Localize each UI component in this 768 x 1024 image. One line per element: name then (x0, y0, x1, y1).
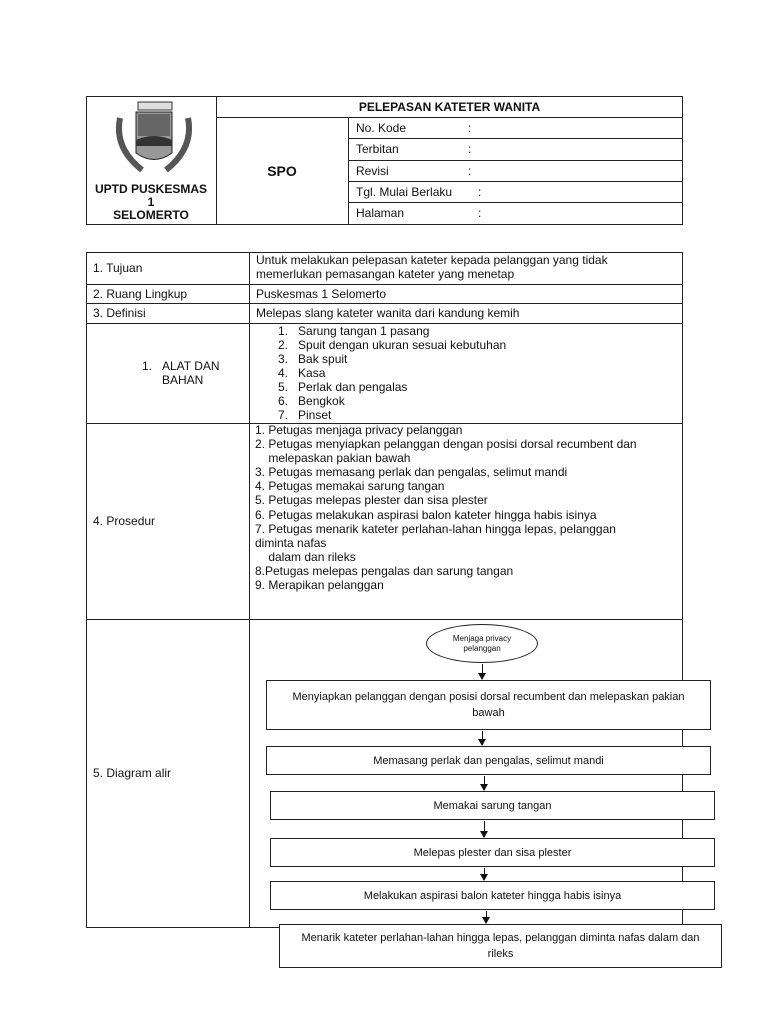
meta-field-label: No. Kode (356, 121, 407, 135)
alat-item: 2. Spuit dengan ukuran sesuai kebutuhan (278, 338, 507, 352)
diagram-label: 5. Diagram alir (93, 766, 172, 780)
prosedur-item: 6. Petugas melakukan aspirasi balon kateter hingga habis isinya (255, 507, 597, 522)
meta-field-row (348, 161, 683, 182)
prosedur-item: melepaskan pakian bawah (255, 451, 411, 466)
flow-step: Menarik kateter perlahan-lahan hingga lepas, pelanggan diminta nafas dalam dan rileks (279, 924, 722, 968)
meta-field-label: Revisi (356, 163, 389, 178)
flow-arrow (484, 868, 485, 880)
prosedur-list (255, 423, 637, 592)
org-name (86, 181, 216, 223)
meta-field-sep: : (468, 163, 472, 178)
meta-field-label: Halaman (356, 206, 405, 221)
flow-start: Menjaga privacy pelanggan (426, 624, 538, 663)
alat-item: 5. Perlak dan pengalas (278, 380, 408, 394)
crest-icon (112, 98, 196, 178)
flow-arrow (482, 731, 483, 745)
alat-item: 7. Pinset (278, 408, 332, 422)
meta-field-sep: : (478, 184, 482, 199)
ruang-value: Puskesmas 1 Selomerto (256, 286, 387, 301)
flow-step: Memakai sarung tangan (270, 791, 715, 820)
meta-field-label: Terbitan (356, 142, 399, 157)
ruang-label: 2. Ruang Lingkup (93, 286, 188, 301)
meta-field-label: Tgl. Mulai Berlaku (356, 184, 453, 199)
tujuan-value: Untuk melakukan pelepasan kateter kepada pelanggan yang tidak memerlukan pemasangan kateter yang menetap (256, 253, 608, 281)
alat-item: 6. Bengkok (278, 394, 345, 408)
meta-field-sep: : (478, 206, 482, 221)
prosedur-item: 4. Petugas memakai sarung tangan (255, 479, 445, 494)
prosedur-item: 7. Petugas menarik kateter perlahan-lahan hingga lepas, pelanggan (255, 521, 616, 536)
prosedur-item: 5. Petugas melepas plester dan sisa plester (255, 493, 488, 508)
meta-field-row (348, 139, 683, 160)
flow-arrow (484, 821, 485, 837)
alat-list (278, 324, 506, 422)
meta-field-sep: : (468, 142, 472, 157)
flow-arrow (482, 664, 483, 679)
org-line: SELOMERTO (113, 207, 189, 222)
org-line: 1 (147, 194, 155, 209)
prosedur-item: 3. Petugas memasang perlak dan pengalas, selimut mandi (255, 465, 568, 480)
prosedur-label: 4. Prosedur (93, 514, 156, 528)
org-line: UPTD PUSKESMAS (94, 181, 207, 196)
flow-step: Memasang perlak dan pengalas, selimut mandi (266, 746, 711, 775)
definisi-value: Melepas slang kateter wanita dari kandung kemih (256, 306, 520, 320)
alat-item: 3. Bak spuit (278, 352, 348, 366)
doc-type: SPO (267, 163, 297, 179)
alat-item: 4. Kasa (278, 366, 326, 380)
flow-step: Menyiapkan pelanggan dengan posisi dorsal recumbent dan melepaskan pakian bawah (266, 680, 711, 730)
prosedur-item: 9. Merapikan pelanggan (255, 578, 384, 593)
meta-field-row (348, 118, 683, 139)
flow-arrow (486, 911, 487, 923)
meta-field-row (348, 182, 683, 203)
doc-title: PELEPASAN KATETER WANITA (216, 96, 683, 118)
prosedur-item: 8.Petugas melepas pengalas dan sarung tangan (255, 563, 514, 578)
alat-num: 1. (142, 359, 153, 373)
alat-label: ALAT DAN BAHAN (162, 359, 220, 387)
flow-step: Melepas plester dan sisa plester (270, 838, 715, 867)
prosedur-item: dalam dan rileks (255, 549, 356, 564)
flow-step: Melakukan aspirasi balon kateter hingga habis isinya (270, 881, 715, 910)
tujuan-label: 1. Tujuan (93, 261, 143, 275)
meta-field-sep: : (468, 121, 472, 135)
flow-arrow (484, 776, 485, 790)
alat-item: 1. Sarung tangan 1 pasang (278, 324, 430, 338)
logo (112, 98, 196, 178)
prosedur-item: 1. Petugas menjaga privacy pelanggan (255, 423, 463, 437)
meta-field-row (348, 203, 683, 224)
prosedur-item: 2. Petugas menyiapkan pelanggan dengan posisi dorsal recumbent dan (255, 437, 637, 452)
prosedur-item: diminta nafas (255, 535, 327, 550)
definisi-label: 3. Definisi (93, 306, 146, 320)
divider (249, 252, 250, 928)
